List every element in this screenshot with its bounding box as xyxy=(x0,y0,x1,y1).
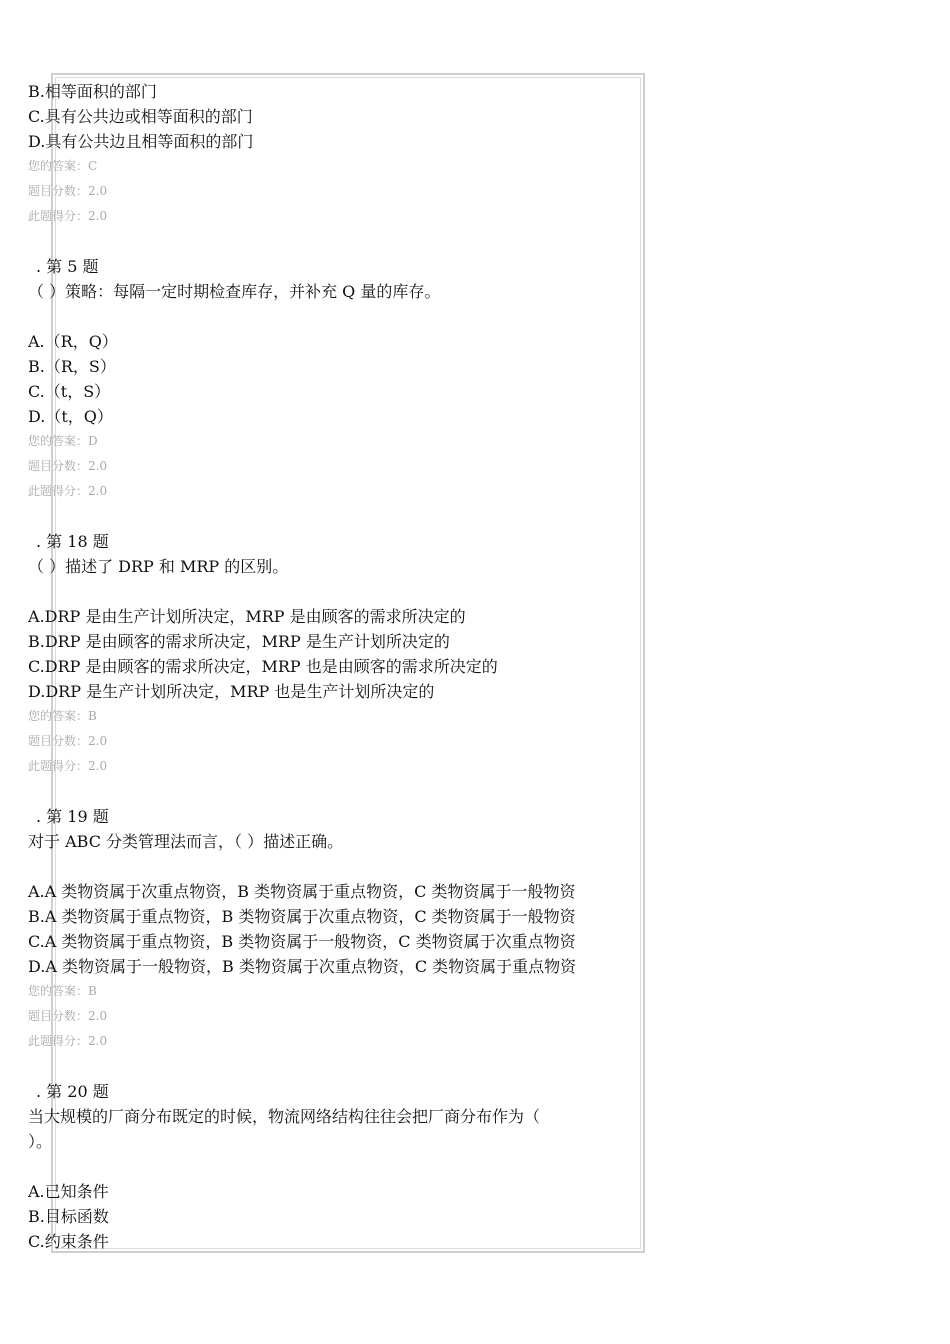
question-score: 题目分数：2.0 xyxy=(28,1009,108,1023)
your-answer: 您的答案：B xyxy=(28,984,97,998)
question-stem-line-1: 当大规模的厂商分布既定的时候，物流网络结构往往会把厂商分布作为（ xyxy=(28,1107,541,1126)
option-c: C.A 类物资属于重点物资，B 类物资属于一般物资，C 类物资属于次重点物资 xyxy=(28,932,576,951)
option-d: D.具有公共边且相等面积的部门 xyxy=(28,132,254,151)
question-number: . 第 20 题 xyxy=(36,1082,109,1101)
question-18 xyxy=(28,529,928,779)
option-c: C.约束条件 xyxy=(28,1232,109,1251)
earned-score: 此题得分：2.0 xyxy=(28,759,108,773)
question-score: 题目分数：2.0 xyxy=(28,734,108,748)
question-score: 题目分数：2.0 xyxy=(28,459,108,473)
option-c: C.DRP 是由顾客的需求所决定，MRP 也是由顾客的需求所决定的 xyxy=(28,657,498,676)
option-b: B.相等面积的部门 xyxy=(28,82,157,101)
your-answer: 您的答案：D xyxy=(28,434,98,448)
option-b: B.目标函数 xyxy=(28,1207,109,1226)
your-answer: 您的答案：B xyxy=(28,709,97,723)
option-b: B.A 类物资属于重点物资，B 类物资属于次重点物资，C 类物资属于一般物资 xyxy=(28,907,576,926)
question-5 xyxy=(28,254,928,504)
earned-score: 此题得分：2.0 xyxy=(28,484,108,498)
earned-score: 此题得分：2.0 xyxy=(28,209,108,223)
option-a: A.（R，Q） xyxy=(28,332,118,351)
question-score: 题目分数：2.0 xyxy=(28,184,108,198)
option-a: A.A 类物资属于次重点物资，B 类物资属于重点物资，C 类物资属于一般物资 xyxy=(28,882,576,901)
earned-score: 此题得分：2.0 xyxy=(28,1034,108,1048)
question-number: . 第 18 题 xyxy=(36,532,109,551)
question-number: . 第 5 题 xyxy=(36,257,99,276)
quiz-content xyxy=(28,79,928,1254)
option-a: A.DRP 是由生产计划所决定，MRP 是由顾客的需求所决定的 xyxy=(28,607,466,626)
option-d: D.（t，Q） xyxy=(28,407,113,426)
question-20 xyxy=(28,1079,928,1254)
question-prev xyxy=(28,79,928,229)
option-c: C.（t，S） xyxy=(28,382,111,401)
option-b: B.（R，S） xyxy=(28,357,116,376)
option-d: D.DRP 是生产计划所决定，MRP 也是生产计划所决定的 xyxy=(28,682,435,701)
question-stem: （ ）描述了 DRP 和 MRP 的区别。 xyxy=(28,557,289,576)
option-d: D.A 类物资属于一般物资，B 类物资属于次重点物资，C 类物资属于重点物资 xyxy=(28,957,577,976)
option-c: C.具有公共边或相等面积的部门 xyxy=(28,107,253,126)
question-19 xyxy=(28,804,928,1054)
question-stem-line-2: ）。 xyxy=(28,1132,53,1151)
question-stem: （ ）策略：每隔一定时期检查库存，并补充 Q 量的库存。 xyxy=(28,282,441,301)
question-stem: 对于 ABC 分类管理法而言，（ ）描述正确。 xyxy=(28,832,344,851)
question-number: . 第 19 题 xyxy=(36,807,109,826)
your-answer: 您的答案：C xyxy=(28,159,98,173)
option-b: B.DRP 是由顾客的需求所决定，MRP 是生产计划所决定的 xyxy=(28,632,450,651)
option-a: A.已知条件 xyxy=(28,1182,109,1201)
